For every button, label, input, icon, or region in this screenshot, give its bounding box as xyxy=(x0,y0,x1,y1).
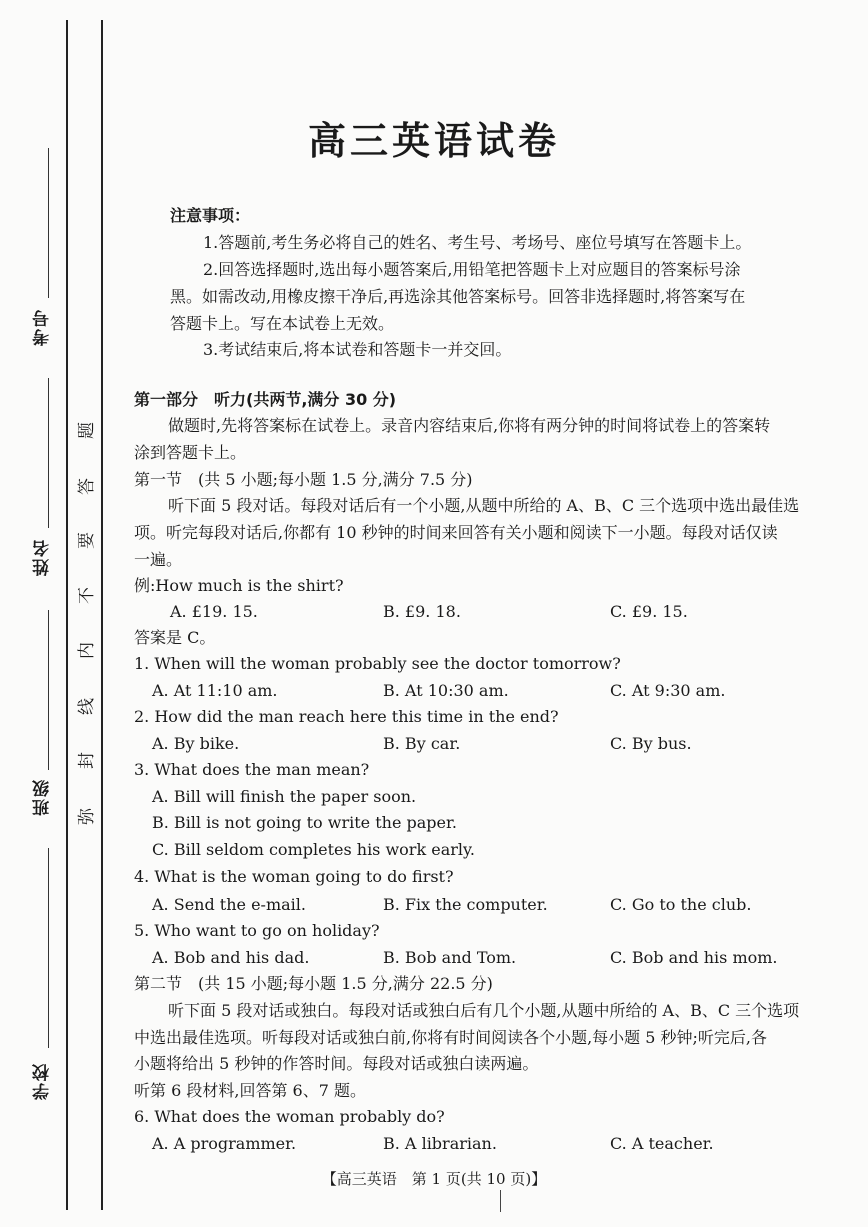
q4-option-c: C. Go to the club. xyxy=(610,895,752,914)
question-6: 6. What does the woman probably do? xyxy=(134,1107,445,1126)
seal-char: 线 xyxy=(77,698,97,715)
label-class: 班级 xyxy=(33,778,53,816)
example-option-c: C. £9. 15. xyxy=(610,602,688,621)
example-question: 例:How much is the shirt? xyxy=(134,576,344,595)
notice-line: 1.答题前,考生务必将自己的姓名、考生号、考场号、座位号填写在答题卡上。 xyxy=(203,233,752,252)
label-school: 学校 xyxy=(33,1062,53,1100)
name-blank xyxy=(48,610,49,770)
q4-option-b: B. Fix the computer. xyxy=(383,895,548,914)
question-5: 5. Who want to go on holiday? xyxy=(134,921,380,940)
q3-option-a: A. Bill will finish the paper soon. xyxy=(152,787,417,806)
exam-number-blank-2 xyxy=(48,378,49,528)
page-title: 高三英语试卷 xyxy=(307,119,560,163)
example-option-a: A. £19. 15. xyxy=(170,602,258,621)
notice-line: 2.回答选择题时,选出每小题答案后,用铅笔把答题卡上对应题目的答案标号涂 xyxy=(203,260,741,279)
example-answer: 答案是 C。 xyxy=(134,628,216,647)
section2-instruction: 听下面 5 段对话或独白。每段对话或独白后有几个小题,从题中所给的 A、B、C 三个选项 xyxy=(168,1001,800,1020)
question-4: 4. What is the woman going to do first? xyxy=(134,867,454,886)
exam-number-blank xyxy=(48,148,49,298)
part1-heading: 第一部分 听力(共两节,满分 30 分) xyxy=(134,390,397,409)
example-option-b: B. £9. 18. xyxy=(383,602,461,621)
part1-intro: 做题时,先将答案标在试卷上。录音内容结束后,你将有两分钟的时间将试卷上的答案转 xyxy=(168,416,771,435)
question-2: 2. How did the man reach here this time in the end? xyxy=(134,707,559,726)
section1-instruction: 项。听完每段对话后,你都有 10 秒钟的时间来回答有关小题和阅读下一小题。每段对话仅读 xyxy=(134,523,778,542)
page-footer: 【高三英语 第 1 页(共 10 页)】 xyxy=(321,1170,547,1188)
q1-option-c: C. At 9:30 am. xyxy=(610,681,726,700)
section2-heading: 第二节 (共 15 小题;每小题 1.5 分,满分 22.5 分) xyxy=(134,974,493,993)
section2-instruction: 小题将给出 5 秒钟的作答时间。每段对话或独白读两遍。 xyxy=(134,1054,539,1073)
seal-char: 答 xyxy=(77,478,97,495)
q5-option-a: A. Bob and his dad. xyxy=(152,948,310,967)
q6-option-a: A. A programmer. xyxy=(152,1134,297,1153)
binding-line-right xyxy=(101,20,103,1210)
seal-char: 封 xyxy=(77,752,97,769)
q1-option-b: B. At 10:30 am. xyxy=(383,681,509,700)
notice-line: 黑。如需改动,用橡皮擦干净后,再选涂其他答案标号。回答非选择题时,将答案写在 xyxy=(170,287,746,306)
section1-instruction: 一遍。 xyxy=(134,550,183,569)
section1-instruction: 听下面 5 段对话。每段对话后有一个小题,从题中所给的 A、B、C 三个选项中选出最佳选 xyxy=(168,496,800,515)
q2-option-b: B. By car. xyxy=(383,734,461,753)
seal-char: 不 xyxy=(77,587,97,604)
notice-heading: 注意事项： xyxy=(170,206,251,225)
q4-option-a: A. Send the e-mail. xyxy=(152,895,306,914)
question-3: 3. What does the man mean? xyxy=(134,760,370,779)
footer-tick xyxy=(500,1190,501,1212)
seal-char: 弥 xyxy=(77,808,97,825)
label-name: 姓名 xyxy=(33,538,53,576)
section1-heading: 第一节 (共 5 小题;每小题 1.5 分,满分 7.5 分) xyxy=(134,470,473,489)
binding-line-left xyxy=(66,20,68,1210)
notice-line: 3.考试结束后,将本试卷和答题卡一并交回。 xyxy=(203,340,512,359)
question-1: 1. When will the woman probably see the doctor tomorrow? xyxy=(134,654,621,673)
section2-instruction: 中选出最佳选项。听每段对话或独白前,你将有时间阅读各个小题,每小题 5 秒钟;听完后,各 xyxy=(134,1028,768,1047)
label-exam-number: 考号 xyxy=(33,308,53,346)
part1-intro: 涂到答题卡上。 xyxy=(134,443,247,462)
seal-char: 题 xyxy=(77,422,97,439)
q6-option-b: B. A librarian. xyxy=(383,1134,497,1153)
q2-option-c: C. By bus. xyxy=(610,734,692,753)
q6-option-c: C. A teacher. xyxy=(610,1134,714,1153)
seal-char: 要 xyxy=(77,532,97,549)
q5-option-b: B. Bob and Tom. xyxy=(383,948,517,967)
q3-option-c: C. Bill seldom completes his work early. xyxy=(152,840,476,859)
notice-line: 答题卡上。写在本试卷上无效。 xyxy=(170,314,395,333)
material-instruction: 听第 6 段材料,回答第 6、7 题。 xyxy=(134,1081,366,1100)
q1-option-a: A. At 11:10 am. xyxy=(152,681,278,700)
seal-char: 内 xyxy=(77,642,97,659)
q5-option-c: C. Bob and his mom. xyxy=(610,948,778,967)
class-blank xyxy=(48,848,49,1048)
q3-option-b: B. Bill is not going to write the paper. xyxy=(152,813,457,832)
q2-option-a: A. By bike. xyxy=(152,734,240,753)
